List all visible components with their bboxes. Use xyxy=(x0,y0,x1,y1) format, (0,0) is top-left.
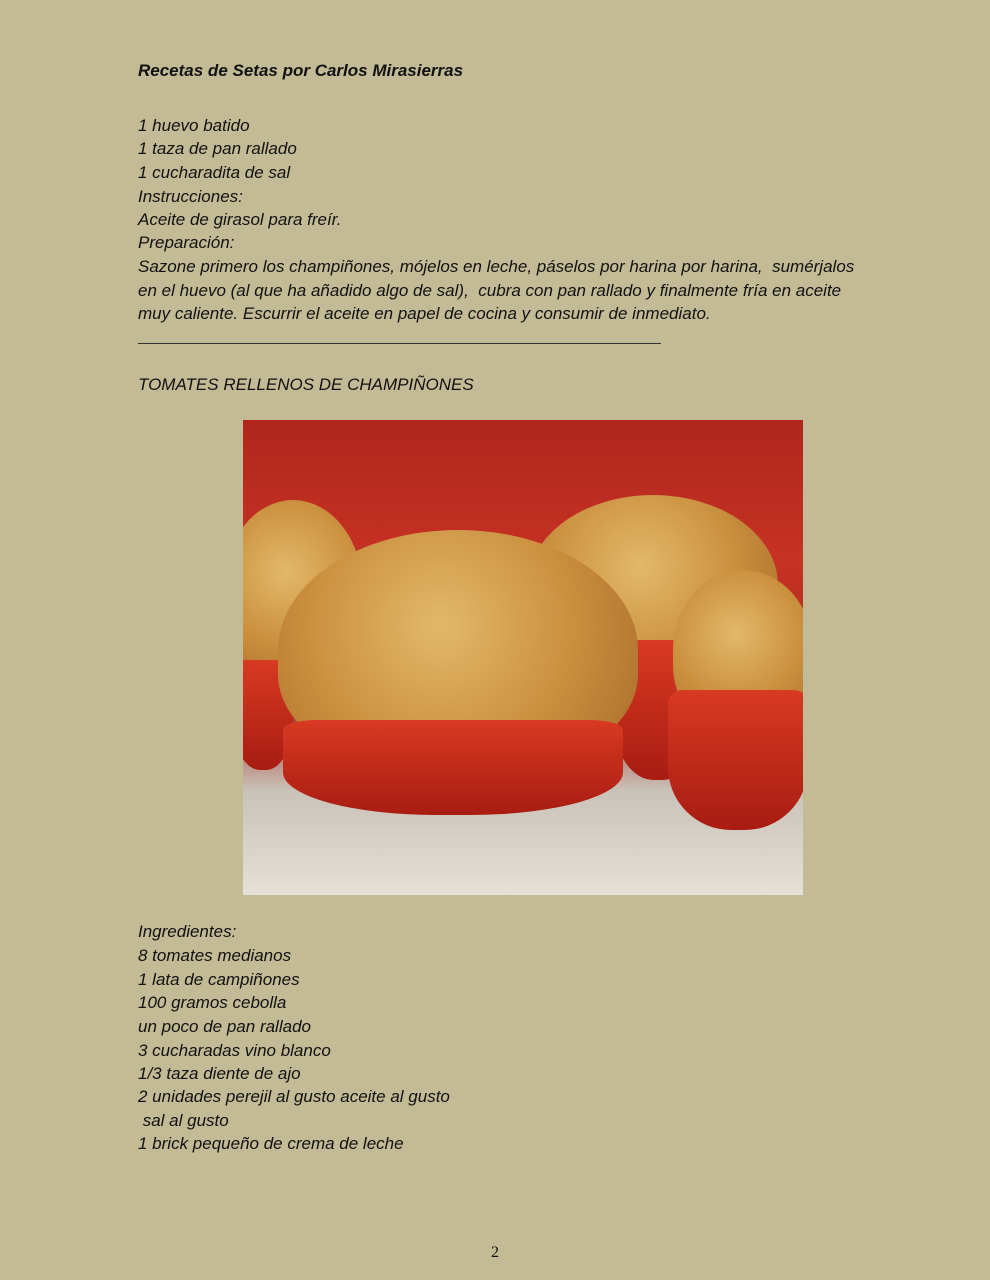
text-line: Sazone primero los champiñones, mójelos en leche, páselos por harina por harina, sumérjalos xyxy=(138,257,855,276)
text-line: Aceite de girasol para freír. xyxy=(138,210,342,229)
ingredient-item: 1 brick pequeño de crema de leche xyxy=(138,1134,404,1153)
document-title: Recetas de Setas por Carlos Mirasierras xyxy=(138,61,464,80)
text-line: Instrucciones: xyxy=(138,187,243,206)
recipe-title: TOMATES RELLENOS DE CHAMPIÑONES xyxy=(138,375,474,394)
text-line: 1 huevo batido xyxy=(138,116,250,135)
text-line: Preparación: xyxy=(138,233,235,252)
ingredient-item: un poco de pan rallado xyxy=(138,1017,311,1036)
ingredient-item: 3 cucharadas vino blanco xyxy=(138,1041,331,1060)
text-line: 1 cucharadita de sal xyxy=(138,163,291,182)
ingredient-item: 1/3 taza diente de ajo xyxy=(138,1064,301,1083)
separator-line xyxy=(138,343,661,344)
page-number: 2 xyxy=(491,1244,499,1261)
stuffed-tomatoes-photo xyxy=(243,420,803,895)
ingredient-item: 8 tomates medianos xyxy=(138,946,292,965)
text-line: 1 taza de pan rallado xyxy=(138,139,297,158)
ingredient-item: sal al gusto xyxy=(138,1111,229,1130)
ingredient-item: 1 lata de campiñones xyxy=(138,970,300,989)
ingredient-item: 100 gramos cebolla xyxy=(138,993,287,1012)
text-line: muy caliente. Escurrir el aceite en papel de cocina y consumir de inmediato. xyxy=(138,304,711,323)
text-line: en el huevo (al que ha añadido algo de sal), cubra con pan rallado y finalmente fría en aceite xyxy=(138,281,842,300)
ingredient-item: 2 unidades perejil al gusto aceite al gusto xyxy=(138,1087,450,1106)
ingredients-heading: Ingredientes: xyxy=(138,922,237,941)
